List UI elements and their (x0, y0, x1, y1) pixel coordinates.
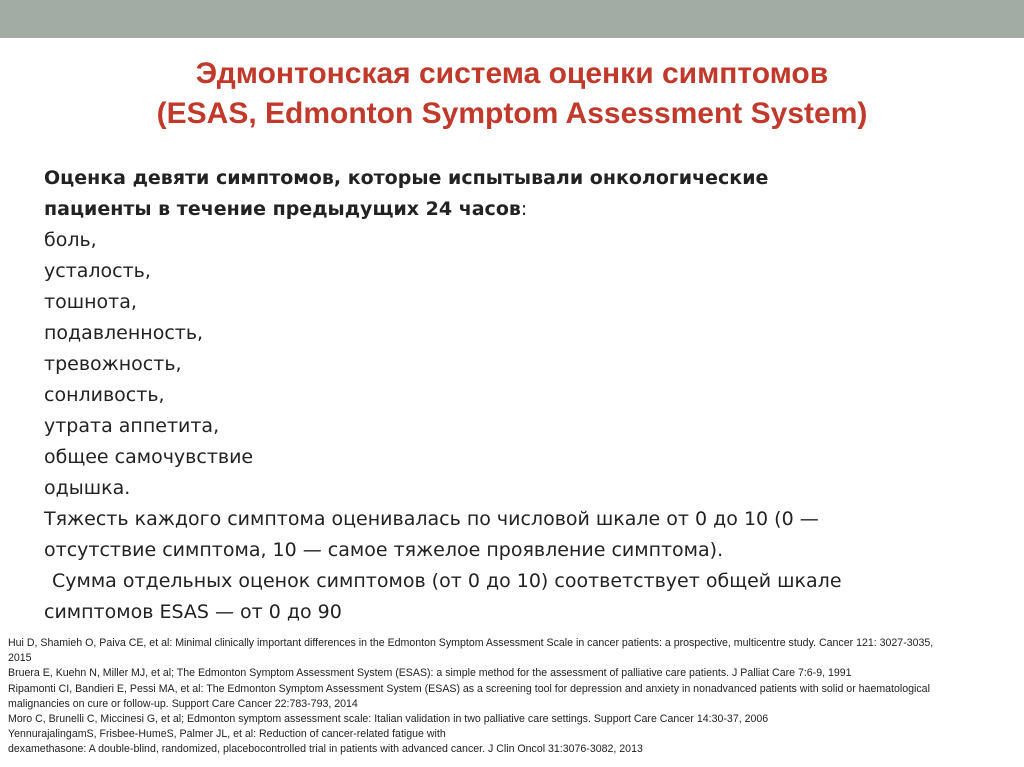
intro-line-2 (44, 194, 1004, 225)
severity-line-1: Тяжесть каждого симптома оценивалась по числовой шкале от 0 до 10 (0 — (44, 508, 819, 530)
title-line-2: (ESAS, Edmonton Symptom Assessment System) (156, 97, 868, 130)
intro-text (44, 163, 1004, 225)
reference-line: Hui D, Shamieh O, Paiva CE, et al: Minimal clinically important differences in the Edmonton Symptom Assessment Scale in cancer patients: a prospective, multicentre study. Cancer 121: 3027-3035, (8, 637, 934, 649)
sum-line-2: симптомов ESAS — от 0 до 90 (44, 601, 342, 623)
title-line-1: Эдмонтонская система оценки симптомов (195, 57, 829, 90)
symptom-item: утрата аппетита, (44, 415, 220, 437)
reference-line: Bruera E, Kuehn N, Miller MJ, et al; The Edmonton Symptom Assessment System (ESAS): a simple method for the assessment of palliative care patients. J Palliat Care 7:6-9, 1991 (8, 667, 852, 680)
reference-line: 2015 (8, 652, 32, 665)
symptom-item: подавленность, (44, 322, 204, 344)
symptom-item: боль, (44, 229, 97, 251)
slide-content (44, 163, 1004, 628)
sum-line-1: Сумма отдельных оценок симптомов (от 0 до 10) соответствует общей шкале (52, 570, 842, 592)
intro-line-2-text: пациенты в течение предыдущих 24 часов (44, 198, 521, 220)
intro-colon: : (520, 198, 528, 220)
reference-line: YennurajalingamS, Frisbee-HumeS, Palmer JL, et al: Reduction of cancer-related fatigue with (8, 728, 446, 741)
reference-line: Ripamonti CI, Bandieri E, Pessi MA, et al: The Edmonton Symptom Assessment System (ESAS) as a screening tool for depression and anxiety in nonadvanced patients with solid or haematological (8, 682, 930, 695)
reference-line: dexamethasone: A double-blind, randomized, placebocontrolled trial in patients with advanced cancer. J Clin Oncol 31:3076-3082, 2013 (8, 743, 643, 756)
symptom-item: общее самочувствие (44, 446, 254, 468)
symptom-item: сонливость, (44, 384, 165, 406)
symptom-item: тревожность, (44, 353, 182, 375)
symptom-list (44, 225, 1004, 504)
reference-line: malignancies on cure or follow-up. Support Care Cancer 22:783-793, 2014 (8, 697, 358, 710)
intro-line-1: Оценка девяти симптомов, которые испытывали онкологические (44, 167, 769, 189)
top-band (0, 0, 1024, 38)
symptom-item: тошнота, (44, 291, 137, 313)
references (8, 636, 1016, 758)
symptom-item: усталость, (44, 260, 151, 282)
symptom-item: одышка. (44, 477, 131, 499)
reference-line: Moro C, Brunelli C, Miccinesi G, et al; Edmonton symptom assessment scale: Italian validation in two palliative care settings. Support Care Cancer 14:30-37, 2006 (8, 713, 769, 726)
severity-line-2: отсутствие симптома, 10 — самое тяжелое проявление симптома). (44, 539, 724, 561)
slide-title (0, 54, 1024, 134)
